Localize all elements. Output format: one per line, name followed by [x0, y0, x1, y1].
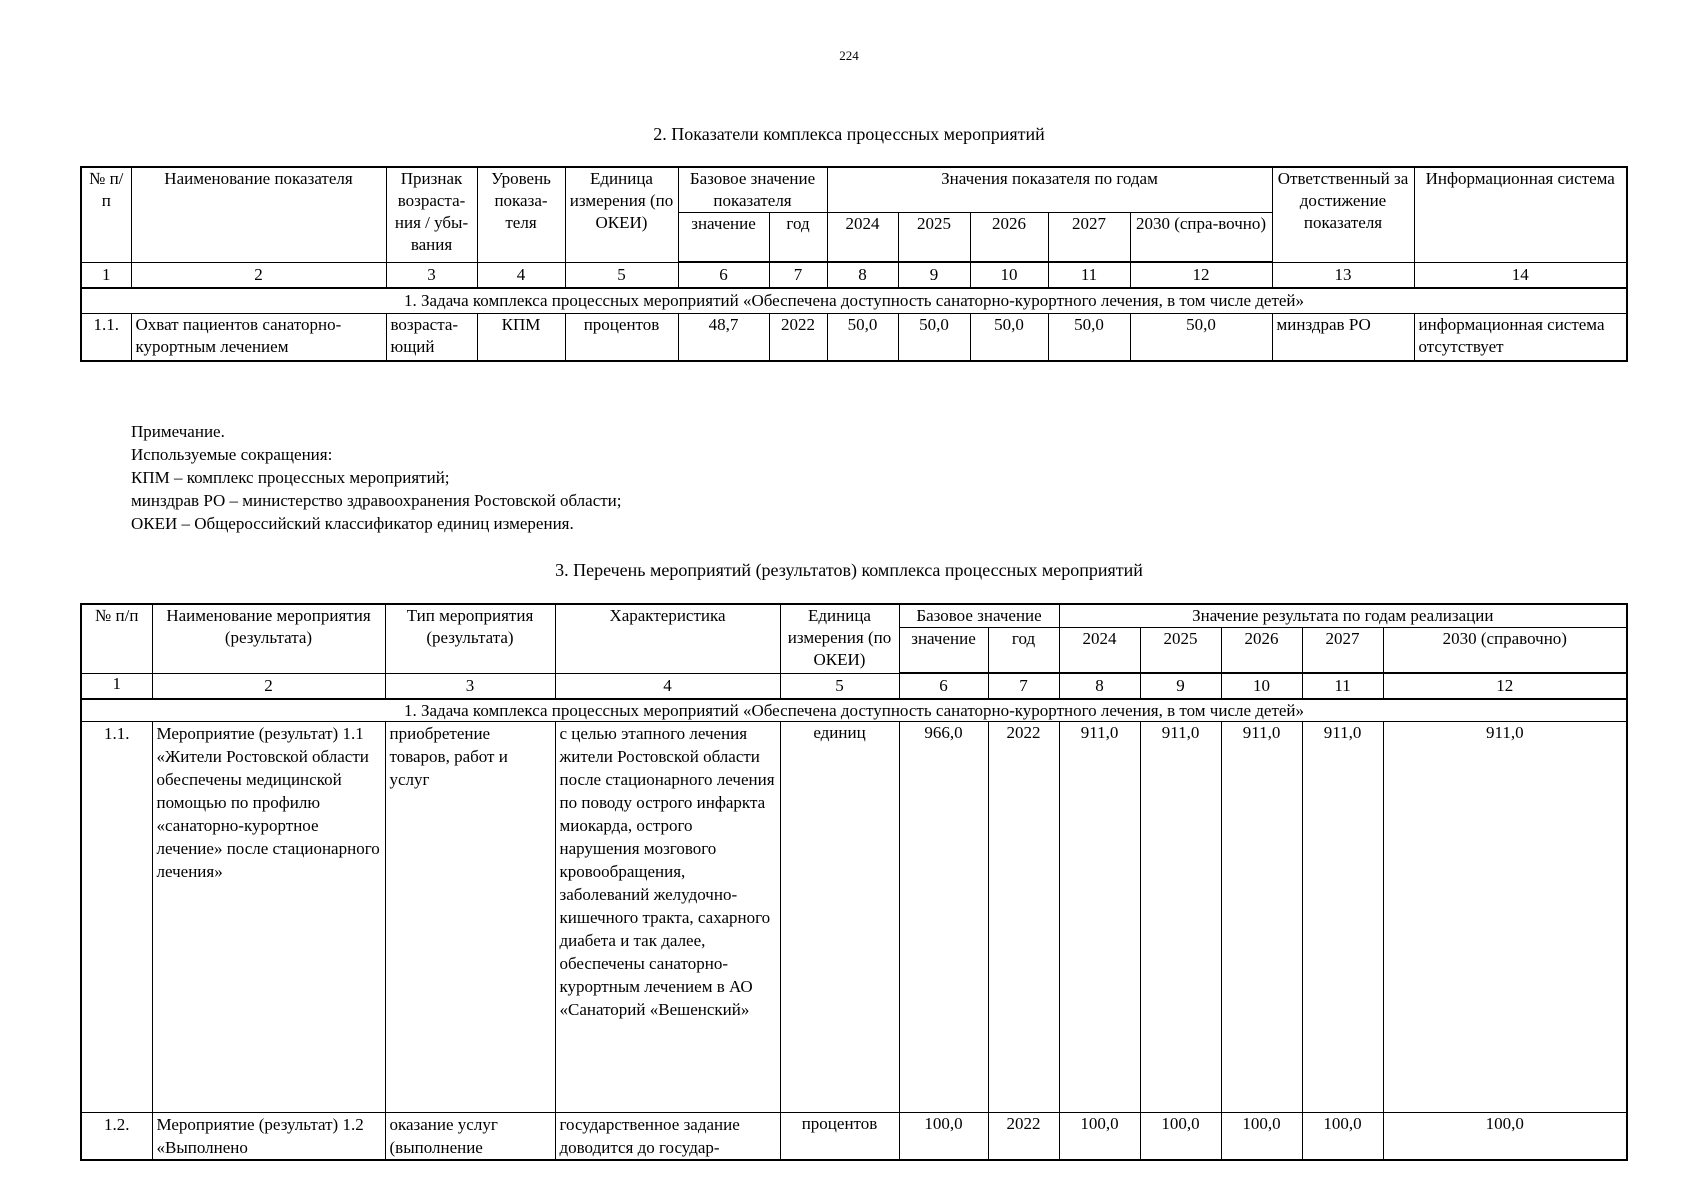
column-number: 5	[780, 673, 899, 699]
column-number: 1	[81, 262, 131, 288]
row-type: оказание услуг (выполнение	[385, 1113, 555, 1161]
header-row	[81, 167, 1627, 213]
header-num: № п/п	[81, 167, 131, 262]
row-name: Охват пациентов санаторно-курортным лечением	[131, 314, 386, 362]
header-base: Базовое значение	[899, 604, 1059, 628]
activities-table	[80, 603, 1628, 1161]
header-2030: 2030 (справочно)	[1383, 628, 1627, 674]
column-number: 5	[565, 262, 678, 288]
header-base-year: год	[988, 628, 1059, 674]
column-number: 12	[1383, 673, 1627, 699]
column-number: 3	[385, 673, 555, 699]
header-2025: 2025	[1140, 628, 1221, 674]
column-number: 2	[131, 262, 386, 288]
column-number: 11	[1302, 673, 1383, 699]
row-info-system: информационная система отсутствует	[1414, 314, 1627, 362]
row-base-year: 2022	[769, 314, 827, 362]
header-2025: 2025	[898, 213, 970, 263]
column-number: 7	[769, 262, 827, 288]
column-number: 2	[152, 673, 385, 699]
column-number: 13	[1272, 262, 1414, 288]
section-2-title: 2. Показатели комплекса процессных мероприятий	[653, 124, 1045, 144]
column-number: 7	[988, 673, 1059, 699]
header-2024: 2024	[827, 213, 898, 263]
header-type: Тип мероприятия (результата)	[385, 604, 555, 673]
header-unit: Единица измерения (по ОКЕИ)	[565, 167, 678, 262]
column-number: 6	[678, 262, 769, 288]
row-characteristic: с целью этапного лечения жители Ростовской области после стационарного лечения по поводу острого инфаркта миокарда, острого нарушения мозгового кровообращения, заболеваний желудочно-кишечного тракта, сахарного диабета и так далее, обеспечены санаторно-курортным лечением в АО «Санаторий «Вешенский»	[555, 722, 780, 1113]
indicators-table	[80, 166, 1628, 362]
column-number: 9	[1140, 673, 1221, 699]
row-base-value: 100,0	[899, 1113, 988, 1161]
notes-abbr-heading: Используемые сокращения:	[131, 445, 333, 464]
page-number: 224	[839, 48, 859, 63]
column-number-row	[81, 673, 1627, 699]
row-2026: 100,0	[1221, 1113, 1302, 1161]
column-number: 10	[1221, 673, 1302, 699]
row-2030: 911,0	[1383, 722, 1627, 1113]
header-sign: Признак возраста-ния / убы-вания	[386, 167, 477, 262]
header-num: № п/п	[81, 604, 152, 673]
row-2025: 911,0	[1140, 722, 1221, 1113]
header-responsible: Ответственный за достижение показателя	[1272, 167, 1414, 262]
header-2027: 2027	[1048, 213, 1130, 263]
column-number: 14	[1414, 262, 1627, 288]
header-2030: 2030 (спра-вочно)	[1130, 213, 1272, 263]
row-2027: 911,0	[1302, 722, 1383, 1113]
notes-heading: Примечание.	[131, 422, 225, 441]
row-2024: 50,0	[827, 314, 898, 362]
task-title: 1. Задача комплекса процессных мероприятий «Обеспечена доступность санаторно-курортного лечения, в том числе детей»	[81, 288, 1627, 314]
row-2024: 911,0	[1059, 722, 1140, 1113]
header-characteristic: Характеристика	[555, 604, 780, 673]
table-row	[81, 1113, 1627, 1161]
row-2027: 50,0	[1048, 314, 1130, 362]
row-base-year: 2022	[988, 722, 1059, 1113]
header-values: Значение результата по годам реализации	[1059, 604, 1627, 628]
notes-line: минздрав РО – министерство здравоохранения Ростовской области;	[131, 491, 622, 510]
row-base-year: 2022	[988, 1113, 1059, 1161]
row-num: 1.1.	[81, 722, 152, 1113]
notes-line: КПМ – комплекс процессных мероприятий;	[131, 468, 450, 487]
row-2026: 50,0	[970, 314, 1048, 362]
row-2030: 100,0	[1383, 1113, 1627, 1161]
header-2026: 2026	[970, 213, 1048, 263]
notes-line: ОКЕИ – Общероссийский классификатор единиц измерения.	[131, 514, 574, 533]
row-name: Мероприятие (результат) 1.1 «Жители Ростовской области обеспечены медицинской помощью по профилю «санаторно-курортное лечение» после стационарного лечения»	[152, 722, 385, 1113]
row-type: приобретение товаров, работ и услуг	[385, 722, 555, 1113]
column-number: 8	[1059, 673, 1140, 699]
header-2024: 2024	[1059, 628, 1140, 674]
row-num: 1.1.	[81, 314, 131, 362]
row-2030: 50,0	[1130, 314, 1272, 362]
header-base: Базовое значение показателя	[678, 167, 827, 213]
row-responsible: минздрав РО	[1272, 314, 1414, 362]
row-2024: 100,0	[1059, 1113, 1140, 1161]
row-unit: единиц	[780, 722, 899, 1113]
row-num: 1.2.	[81, 1113, 152, 1161]
header-info-system: Информационная система	[1414, 167, 1627, 262]
row-2026: 911,0	[1221, 722, 1302, 1113]
row-base-value: 48,7	[678, 314, 769, 362]
header-unit: Единица измерения (по ОКЕИ)	[780, 604, 899, 673]
column-number: 6	[899, 673, 988, 699]
column-number: 3	[386, 262, 477, 288]
row-name: Мероприятие (результат) 1.2 «Выполнено	[152, 1113, 385, 1161]
header-values: Значения показателя по годам	[827, 167, 1272, 213]
row-base-value: 966,0	[899, 722, 988, 1113]
header-base-value: значение	[899, 628, 988, 674]
row-2027: 100,0	[1302, 1113, 1383, 1161]
header-base-year: год	[769, 213, 827, 263]
notes	[131, 420, 622, 535]
header-base-value: значение	[678, 213, 769, 263]
column-number: 9	[898, 262, 970, 288]
header-row	[81, 604, 1627, 628]
header-name: Наименование показателя	[131, 167, 386, 262]
header-2027: 2027	[1302, 628, 1383, 674]
header-level: Уровень показа-теля	[477, 167, 565, 262]
row-sign: возраста-ющий	[386, 314, 477, 362]
row-2025: 100,0	[1140, 1113, 1221, 1161]
column-number: 12	[1130, 262, 1272, 288]
row-level: КПМ	[477, 314, 565, 362]
column-number: 10	[970, 262, 1048, 288]
task-title: 1. Задача комплекса процессных мероприятий «Обеспечена доступность санаторно-курортного лечения, в том числе детей»	[81, 699, 1627, 722]
column-number: 11	[1048, 262, 1130, 288]
column-number: 8	[827, 262, 898, 288]
table-row	[81, 314, 1627, 362]
task-row	[81, 288, 1627, 314]
row-unit: процентов	[780, 1113, 899, 1161]
row-characteristic: государственное задание доводится до государ-	[555, 1113, 780, 1161]
column-number: 4	[555, 673, 780, 699]
column-number: 1	[81, 673, 152, 699]
column-number: 4	[477, 262, 565, 288]
header-2026: 2026	[1221, 628, 1302, 674]
header-name: Наименование мероприятия (результата)	[152, 604, 385, 673]
column-number-row	[81, 262, 1627, 288]
row-2025: 50,0	[898, 314, 970, 362]
table-row	[81, 722, 1627, 1113]
row-unit: процентов	[565, 314, 678, 362]
section-3-title: 3. Перечень мероприятий (результатов) комплекса процессных мероприятий	[555, 560, 1143, 580]
task-row	[81, 699, 1627, 722]
